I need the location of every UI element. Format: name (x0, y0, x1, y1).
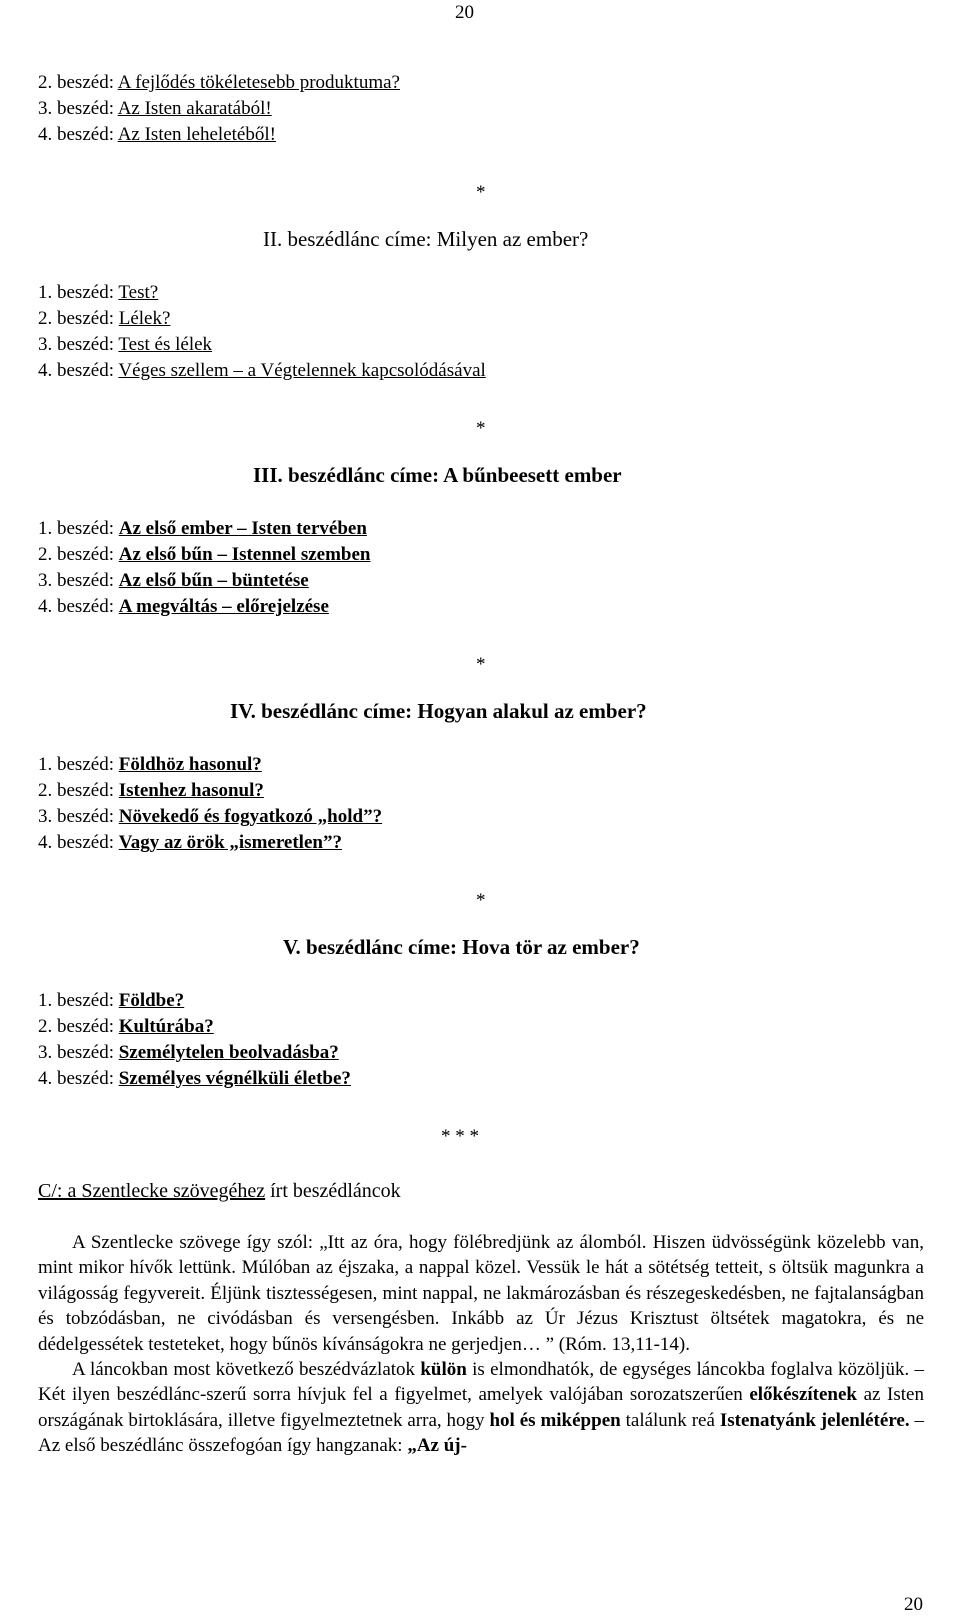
page-number-bottom: 20 (904, 1594, 923, 1615)
speech-number: 1. beszéd: (38, 518, 114, 539)
speech-number: 2. beszéd: (38, 780, 114, 801)
separator-star: * (476, 654, 486, 675)
speech-title: Földbe? (118, 990, 185, 1011)
list-item (38, 752, 262, 778)
speech-title: Test? (118, 282, 159, 303)
speech-number: 2. beszéd: (38, 308, 114, 329)
speech-title: Az első bűn – Istennel szemben (118, 544, 371, 565)
speech-number: 3. beszéd: (38, 1042, 114, 1063)
text-run: – Az első beszédlánc összefogóan így hangzanak: (38, 1409, 924, 1457)
bold-run: hol és miképpen (489, 1409, 621, 1431)
speech-number: 1. beszéd: (38, 754, 114, 775)
section-heading (38, 1178, 401, 1204)
separator-star: * (476, 890, 486, 911)
bold-run: külön (420, 1359, 467, 1381)
separator-star: * (476, 418, 486, 439)
bold-run: „Az új- (407, 1435, 467, 1457)
bold-run: előkészítenek (749, 1384, 857, 1406)
speech-title: Személytelen beolvadásba? (118, 1042, 339, 1063)
bold-run: Istenatyánk jelenlétére. (719, 1409, 910, 1431)
chain-title-2: II. beszédlánc címe: Milyen az ember? (263, 227, 589, 251)
list-item (38, 332, 212, 358)
speech-title: A fejlődés tökéletesebb produktuma? (117, 72, 400, 93)
section-heading-underlined: C/: a Szentlecke szövegéhez (38, 1180, 266, 1202)
list-item (38, 306, 170, 332)
section-heading-rest: írt beszédláncok (265, 1180, 401, 1202)
text-run: találunk reá (620, 1409, 720, 1431)
speech-title: Az első bűn – büntetése (118, 570, 309, 591)
list-item (38, 778, 264, 804)
speech-title: Véges szellem – a Végtelennek kapcsolódásával (118, 360, 486, 381)
speech-number: 2. beszéd: (38, 1016, 114, 1037)
list-item (38, 516, 367, 542)
list-item (38, 122, 276, 148)
separator-triple-star: * * * (441, 1126, 479, 1147)
speech-number: 4. beszéd: (38, 596, 114, 617)
separator-star: * (476, 182, 486, 203)
text-run: A láncokban most következő beszédvázlatok (72, 1359, 421, 1381)
paragraph (38, 1357, 924, 1459)
speech-number: 4. beszéd: (38, 124, 114, 145)
speech-title: A megváltás – előrejelzése (118, 596, 329, 617)
list-item (38, 594, 329, 620)
chain-title-4: IV. beszédlánc címe: Hogyan alakul az ember? (230, 699, 647, 723)
list-item (38, 70, 400, 96)
speech-number: 3. beszéd: (38, 98, 114, 119)
speech-number: 3. beszéd: (38, 570, 114, 591)
speech-number: 4. beszéd: (38, 1068, 114, 1089)
speech-title: Test és lélek (118, 334, 213, 355)
speech-number: 2. beszéd: (38, 544, 114, 565)
speech-number: 3. beszéd: (38, 334, 114, 355)
list-item (38, 568, 309, 594)
list-item (38, 280, 158, 306)
body-text (38, 1230, 924, 1459)
list-item (38, 1066, 351, 1092)
speech-title: Istenhez hasonul? (118, 780, 264, 801)
page-number-top: 20 (455, 2, 474, 23)
text-run: az Isten országának birtoklására, illetve figyelmeztetnek arra, hogy (38, 1384, 924, 1431)
speech-number: 2. beszéd: (38, 72, 114, 93)
speech-title: Az első ember – Isten tervében (118, 518, 367, 539)
speech-number: 1. beszéd: (38, 990, 114, 1011)
speech-number: 3. beszéd: (38, 806, 114, 827)
list-item (38, 96, 272, 122)
list-item (38, 1040, 339, 1066)
list-item (38, 804, 382, 830)
paragraph: A Szentlecke szövege így szól: „Itt az óra, hogy fölébredjünk az álomból. Hiszen üdvösségünk közelebb van, mint mikor hívők lettünk. Múlóban az éjszaka, a nappal közel. Vessük le hát a sötétség tetteit, s öltsük magunkra a világosság fegyvereit. Éljünk tisztességesen, mint nappal, ne lakmározásban és részegeskedésben, ne fajtalanságban és tobzódásban, ne civódásban és versengésben. Inkább az Úr Jézus Krisztust öltsétek magatokra, és ne dédelgessétek testeteket, hogy bűnös kívánságokra ne gerjedjen… ” (Róm. 13,11-14). (38, 1232, 924, 1355)
speech-title: Földhöz hasonul? (118, 754, 262, 775)
speech-number: 4. beszéd: (38, 832, 114, 853)
speech-number: 1. beszéd: (38, 282, 114, 303)
list-item (38, 1014, 214, 1040)
list-item (38, 542, 371, 568)
speech-title: Növekedő és fogyatkozó „hold”? (118, 806, 383, 827)
speech-number: 4. beszéd: (38, 360, 114, 381)
speech-title: Vagy az örök „ismeretlen”? (118, 832, 342, 853)
chain-title-3: III. beszédlánc címe: A bűnbeesett ember (253, 463, 622, 487)
speech-title: Kultúrába? (118, 1016, 214, 1037)
text-run: is elmondhatók, de egységes láncokba foglalva közöljük. – Két ilyen beszédlánc-szerű sorra hívjuk fel a figyelmet, amelyek valójában sorozatszerűen (38, 1359, 924, 1406)
chain-title-5: V. beszédlánc címe: Hova tör az ember? (283, 935, 640, 959)
list-item (38, 358, 486, 384)
speech-title: Az Isten leheletéből! (117, 124, 276, 145)
speech-title: Személyes végnélküli életbe? (118, 1068, 351, 1089)
list-item (38, 830, 342, 856)
list-item (38, 988, 184, 1014)
speech-title: Az Isten akaratából! (117, 98, 272, 119)
speech-title: Lélek? (118, 308, 171, 329)
